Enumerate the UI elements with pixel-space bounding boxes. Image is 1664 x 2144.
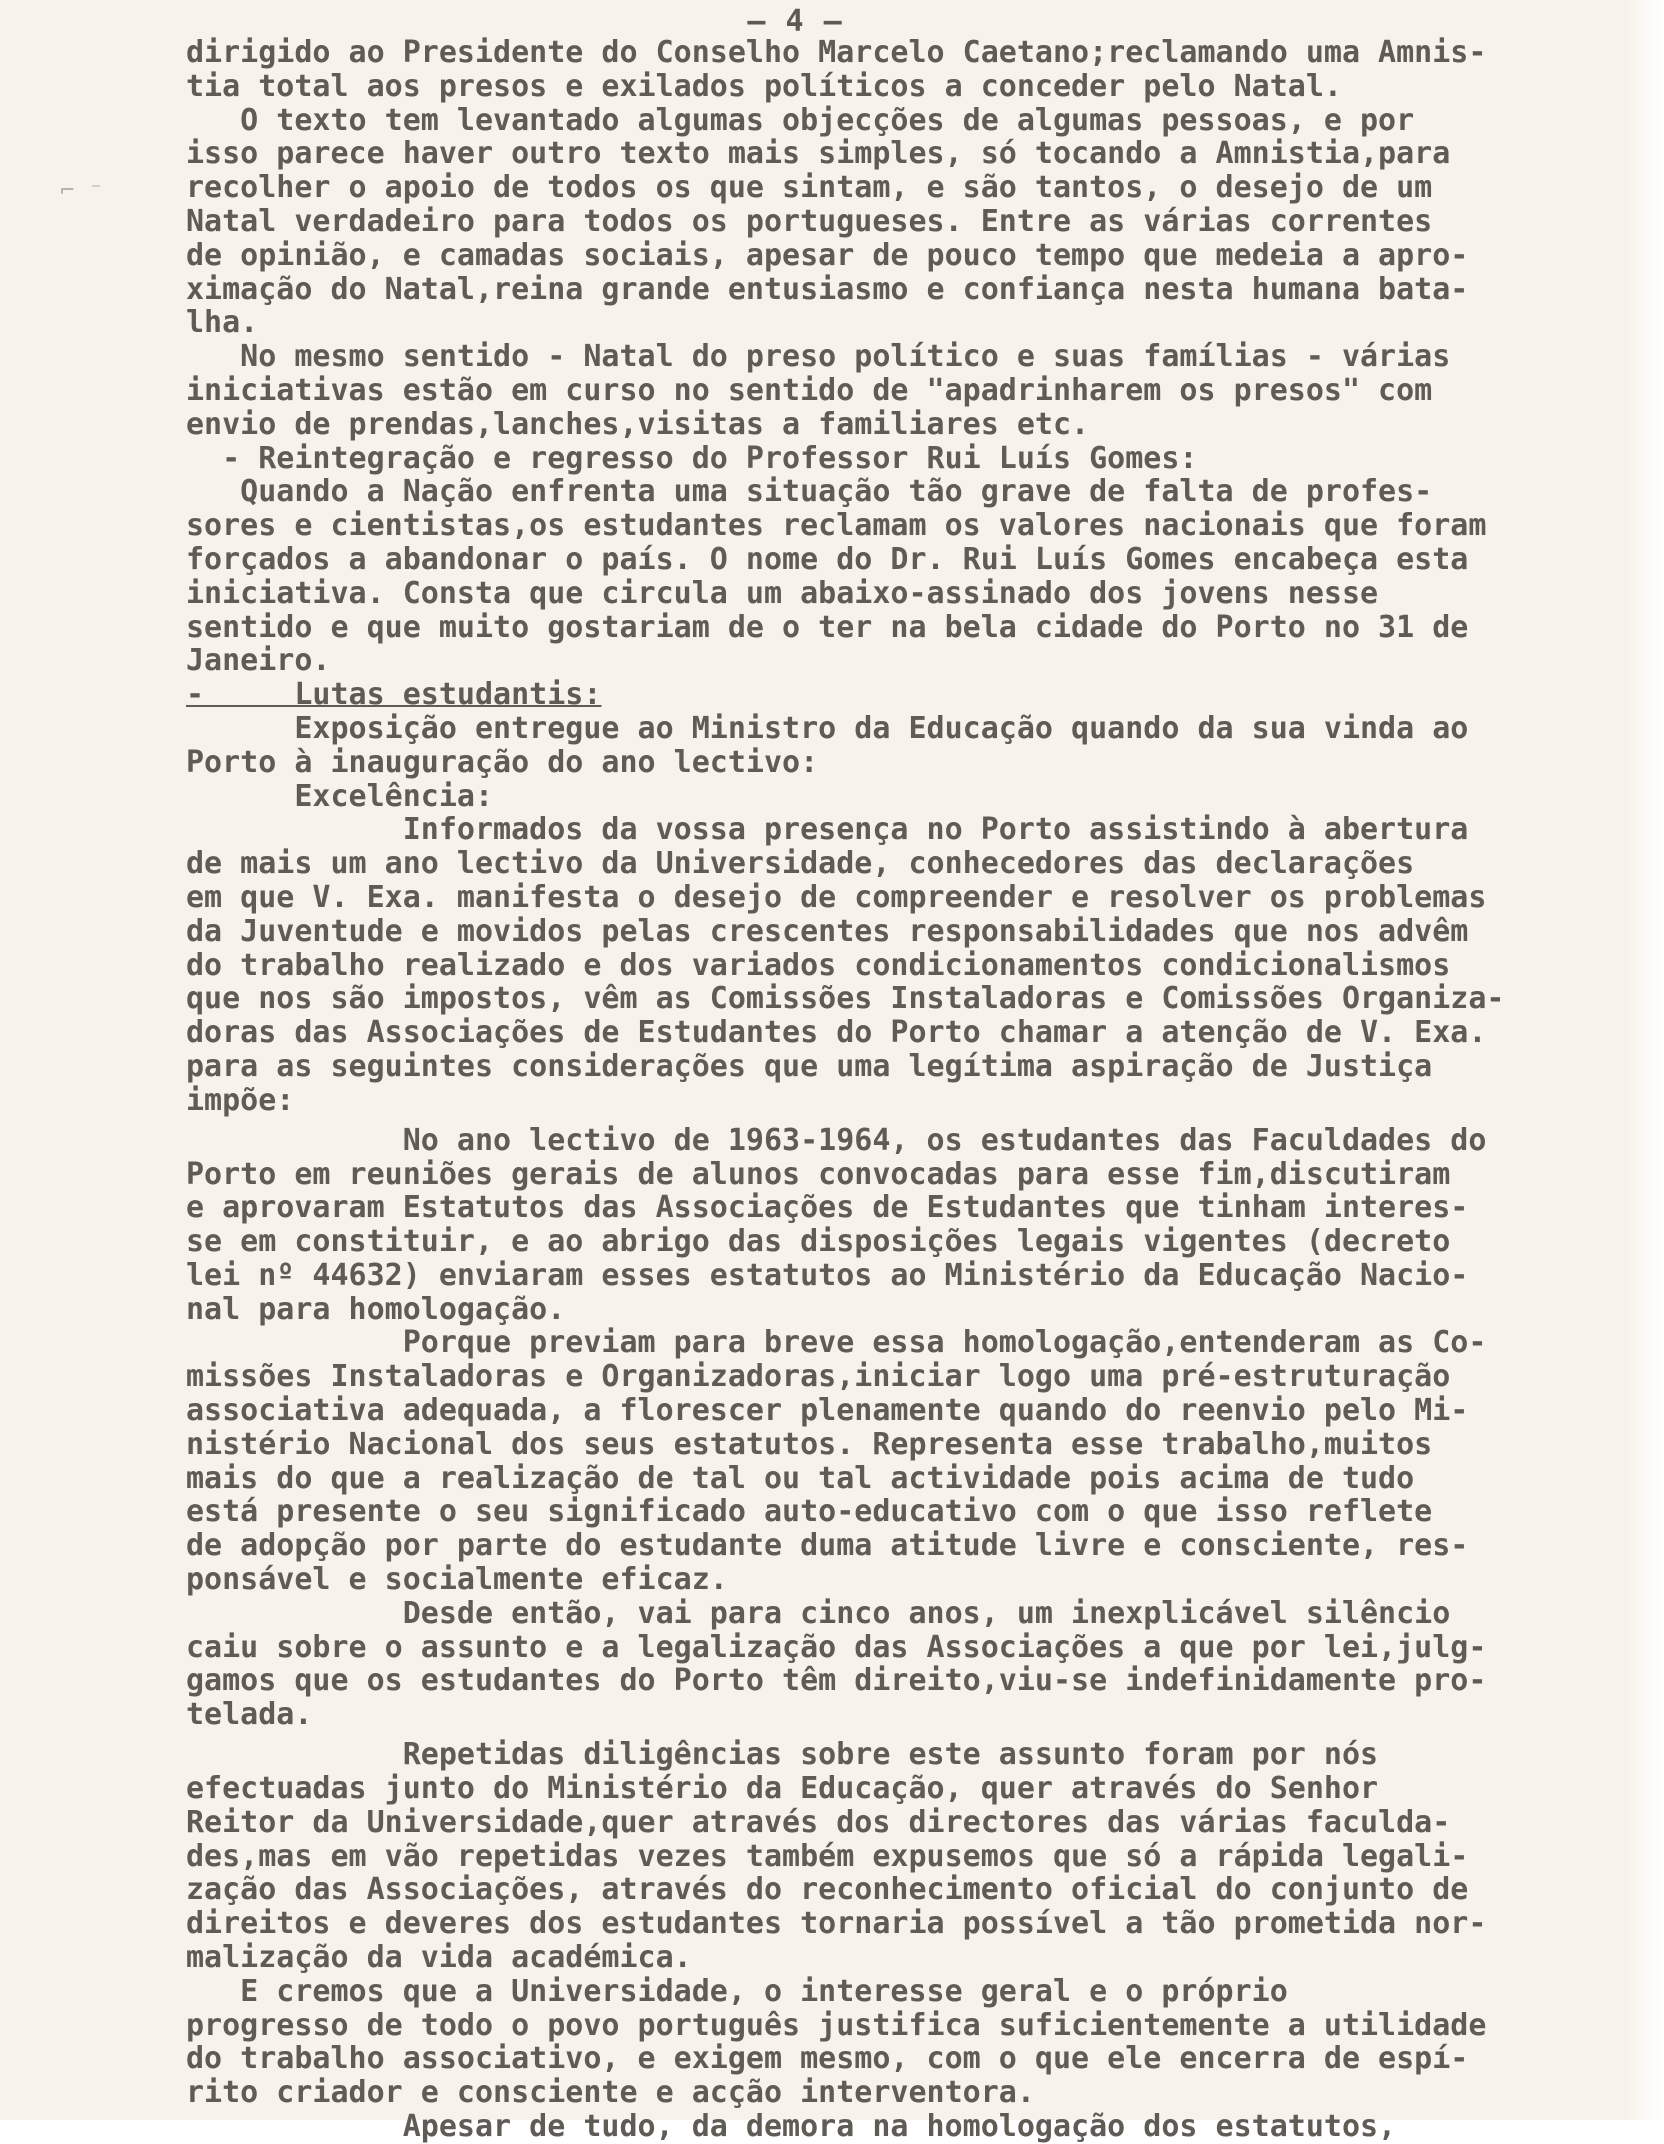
text-line: Apesar de tudo, da demora na homologação dos estatutos, xyxy=(186,2110,1397,2144)
section-heading-line: - Lutas estudantis: xyxy=(186,678,602,712)
text-line: E cremos que a Universidade, o interesse geral e o próprio xyxy=(186,1974,1288,2009)
text-line: nistério Nacional dos seus estatutos. Representa esse trabalho,muitos xyxy=(186,1427,1433,1462)
text-line: recolher o apoio de todos os que sintam, e são tantos, o desejo de um xyxy=(186,171,1433,205)
text-line: gamos que os estudantes do Porto têm direito,viu-se indefinidamente pro- xyxy=(186,1664,1487,1699)
text-line: lei nº 44632) enviaram esses estatutos ao Ministério da Educação Nacio- xyxy=(186,1258,1469,1293)
text-line: malização da vida académica. xyxy=(186,1941,692,1975)
text-line: Quando a Nação enfrenta uma situação tão grave de falta de profes- xyxy=(186,475,1433,510)
salutation-line: Excelência: xyxy=(186,779,494,814)
text-line: O texto tem levantado algumas objecções de algumas pessoas, e por xyxy=(186,103,1415,138)
text-line: progresso de todo o povo português justifica suficientemente a utilidade xyxy=(186,2008,1487,2043)
text-line: de mais um ano lectivo da Universidade, conhecedores das declarações xyxy=(186,847,1415,881)
margin-mark: ⌐ ⁻ xyxy=(60,176,104,204)
text-line: Reitor da Universidade,quer através dos directores das várias faculda- xyxy=(186,1805,1451,1840)
text-line: ximação do Natal,reina grande entusiasmo e confiança nesta humana bata- xyxy=(186,272,1469,307)
text-line: sentido e que muito gostariam de o ter na bela cidade do Porto no 31 de xyxy=(186,610,1469,645)
text-line: doras das Associações de Estudantes do Porto chamar a atenção de V. Exa. xyxy=(186,1016,1487,1050)
text-line: Natal verdadeiro para todos os portugueses. Entre as várias correntes xyxy=(186,204,1433,239)
text-line: des,mas em vão repetidas vezes também expusemos que só a rápida legali- xyxy=(186,1839,1469,1874)
text-line: do trabalho associativo, e exigem mesmo, com o que ele encerra de espí- xyxy=(186,2042,1469,2077)
text-line: Exposição entregue ao Ministro da Educação quando da sua vinda ao xyxy=(186,711,1469,746)
section-heading-line: - Reintegração e regresso do Professor Rui Luís Gomes: xyxy=(186,441,1198,476)
text-line: efectuadas junto do Ministério da Educação, quer através do Senhor xyxy=(186,1772,1379,1806)
text-line: Janeiro. xyxy=(186,644,331,679)
text-line: Porque previam para breve essa homologação,entenderam as Co- xyxy=(186,1326,1487,1361)
text-line: ponsável e socialmente eficaz. xyxy=(186,1563,728,1597)
text-line: e aprovaram Estatutos das Associações de Estudantes que tinham interes- xyxy=(186,1191,1469,1226)
text-line: forçados a abandonar o país. O nome do Dr. Rui Luís Gomes encabeça esta xyxy=(186,542,1469,577)
text-line: isso parece haver outro texto mais simples, só tocando a Amnistia,para xyxy=(186,137,1451,172)
text-line: de adopção por parte do estudante duma atitude livre e consciente, res- xyxy=(186,1529,1469,1564)
text-line: Desde então, vai para cinco anos, um inexplicável silêncio xyxy=(186,1596,1451,1631)
text-line: sores e cientistas,os estudantes reclamam os valores nacionais que foram xyxy=(186,509,1487,543)
text-line: associativa adequada, a florescer plenamente quando do reenvio pelo Mi- xyxy=(186,1394,1469,1428)
text-line: lha. xyxy=(186,306,259,341)
text-line: Porto em reuniões gerais de alunos convocadas para esse fim,discutiram xyxy=(186,1157,1451,1192)
text-line: nal para homologação. xyxy=(186,1292,566,1327)
text-line: envio de prendas,lanches,visitas a familiares etc. xyxy=(186,407,1090,442)
text-line: se em constituir, e ao abrigo das disposições legais vigentes (decreto xyxy=(186,1225,1451,1259)
text-line: para as seguintes considerações que uma legítima aspiração de Justiça xyxy=(186,1049,1433,1084)
text-line: do trabalho realizado e dos variados condicionamentos condicionalismos xyxy=(186,948,1451,983)
text-line: de opinião, e camadas sociais, apesar de pouco tempo que medeia a apro- xyxy=(186,238,1469,273)
text-line: No ano lectivo de 1963-1964, os estudantes das Faculdades do xyxy=(186,1122,1487,1158)
text-line: Porto à inauguração do ano lectivo: xyxy=(186,745,819,780)
text-line: dirigido ao Presidente do Conselho Marcelo Caetano;reclamando uma Amnis- xyxy=(186,36,1487,70)
text-line: caiu sobre o assunto e a legalização das Associações a que por lei,julg- xyxy=(186,1630,1487,1665)
text-line: que nos são impostos, vêm as Comissões Instaladoras e Comissões Organiza- xyxy=(186,982,1505,1017)
text-line: impõe: xyxy=(186,1083,295,1118)
text-line: zação das Associações, através do reconhecimento oficial do conjunto de xyxy=(186,1873,1469,1908)
page-number: – 4 – xyxy=(747,4,843,39)
text-line: iniciativa. Consta que circula um abaixo-assinado dos jovens nesse xyxy=(186,576,1379,611)
text-line: missões Instaladoras e Organizadoras,iniciar logo uma pré-estruturação xyxy=(186,1360,1451,1395)
text-line: em que V. Exa. manifesta o desejo de compreender e resolver os problemas xyxy=(186,880,1487,915)
text-line: Repetidas diligências sobre este assunto foram por nós xyxy=(186,1737,1379,1773)
typewritten-body xyxy=(186,36,1646,2144)
text-line: tia total aos presos e exilados políticos a conceder pelo Natal. xyxy=(186,69,1342,104)
text-line: Informados da vossa presença no Porto assistindo à abertura xyxy=(186,813,1469,848)
text-line: mais do que a realização de tal ou tal actividade pois acima de tudo xyxy=(186,1461,1415,1496)
text-line: iniciativas estão em curso no sentido de "apadrinharem os presos" com xyxy=(186,373,1433,408)
text-line: telada. xyxy=(186,1698,313,1733)
text-line: direitos e deveres dos estudantes tornaria possível a tão prometida nor- xyxy=(186,1907,1487,1942)
text-line: da Juventude e movidos pelas crescentes responsabilidades que nos advêm xyxy=(186,914,1469,949)
text-line: está presente o seu significado auto-educativo com o que isso reflete xyxy=(186,1495,1433,1530)
text-line: No mesmo sentido - Natal do preso político e suas famílias - várias xyxy=(186,340,1451,374)
text-line: rito criador e consciente e acção interventora. xyxy=(186,2076,1035,2111)
